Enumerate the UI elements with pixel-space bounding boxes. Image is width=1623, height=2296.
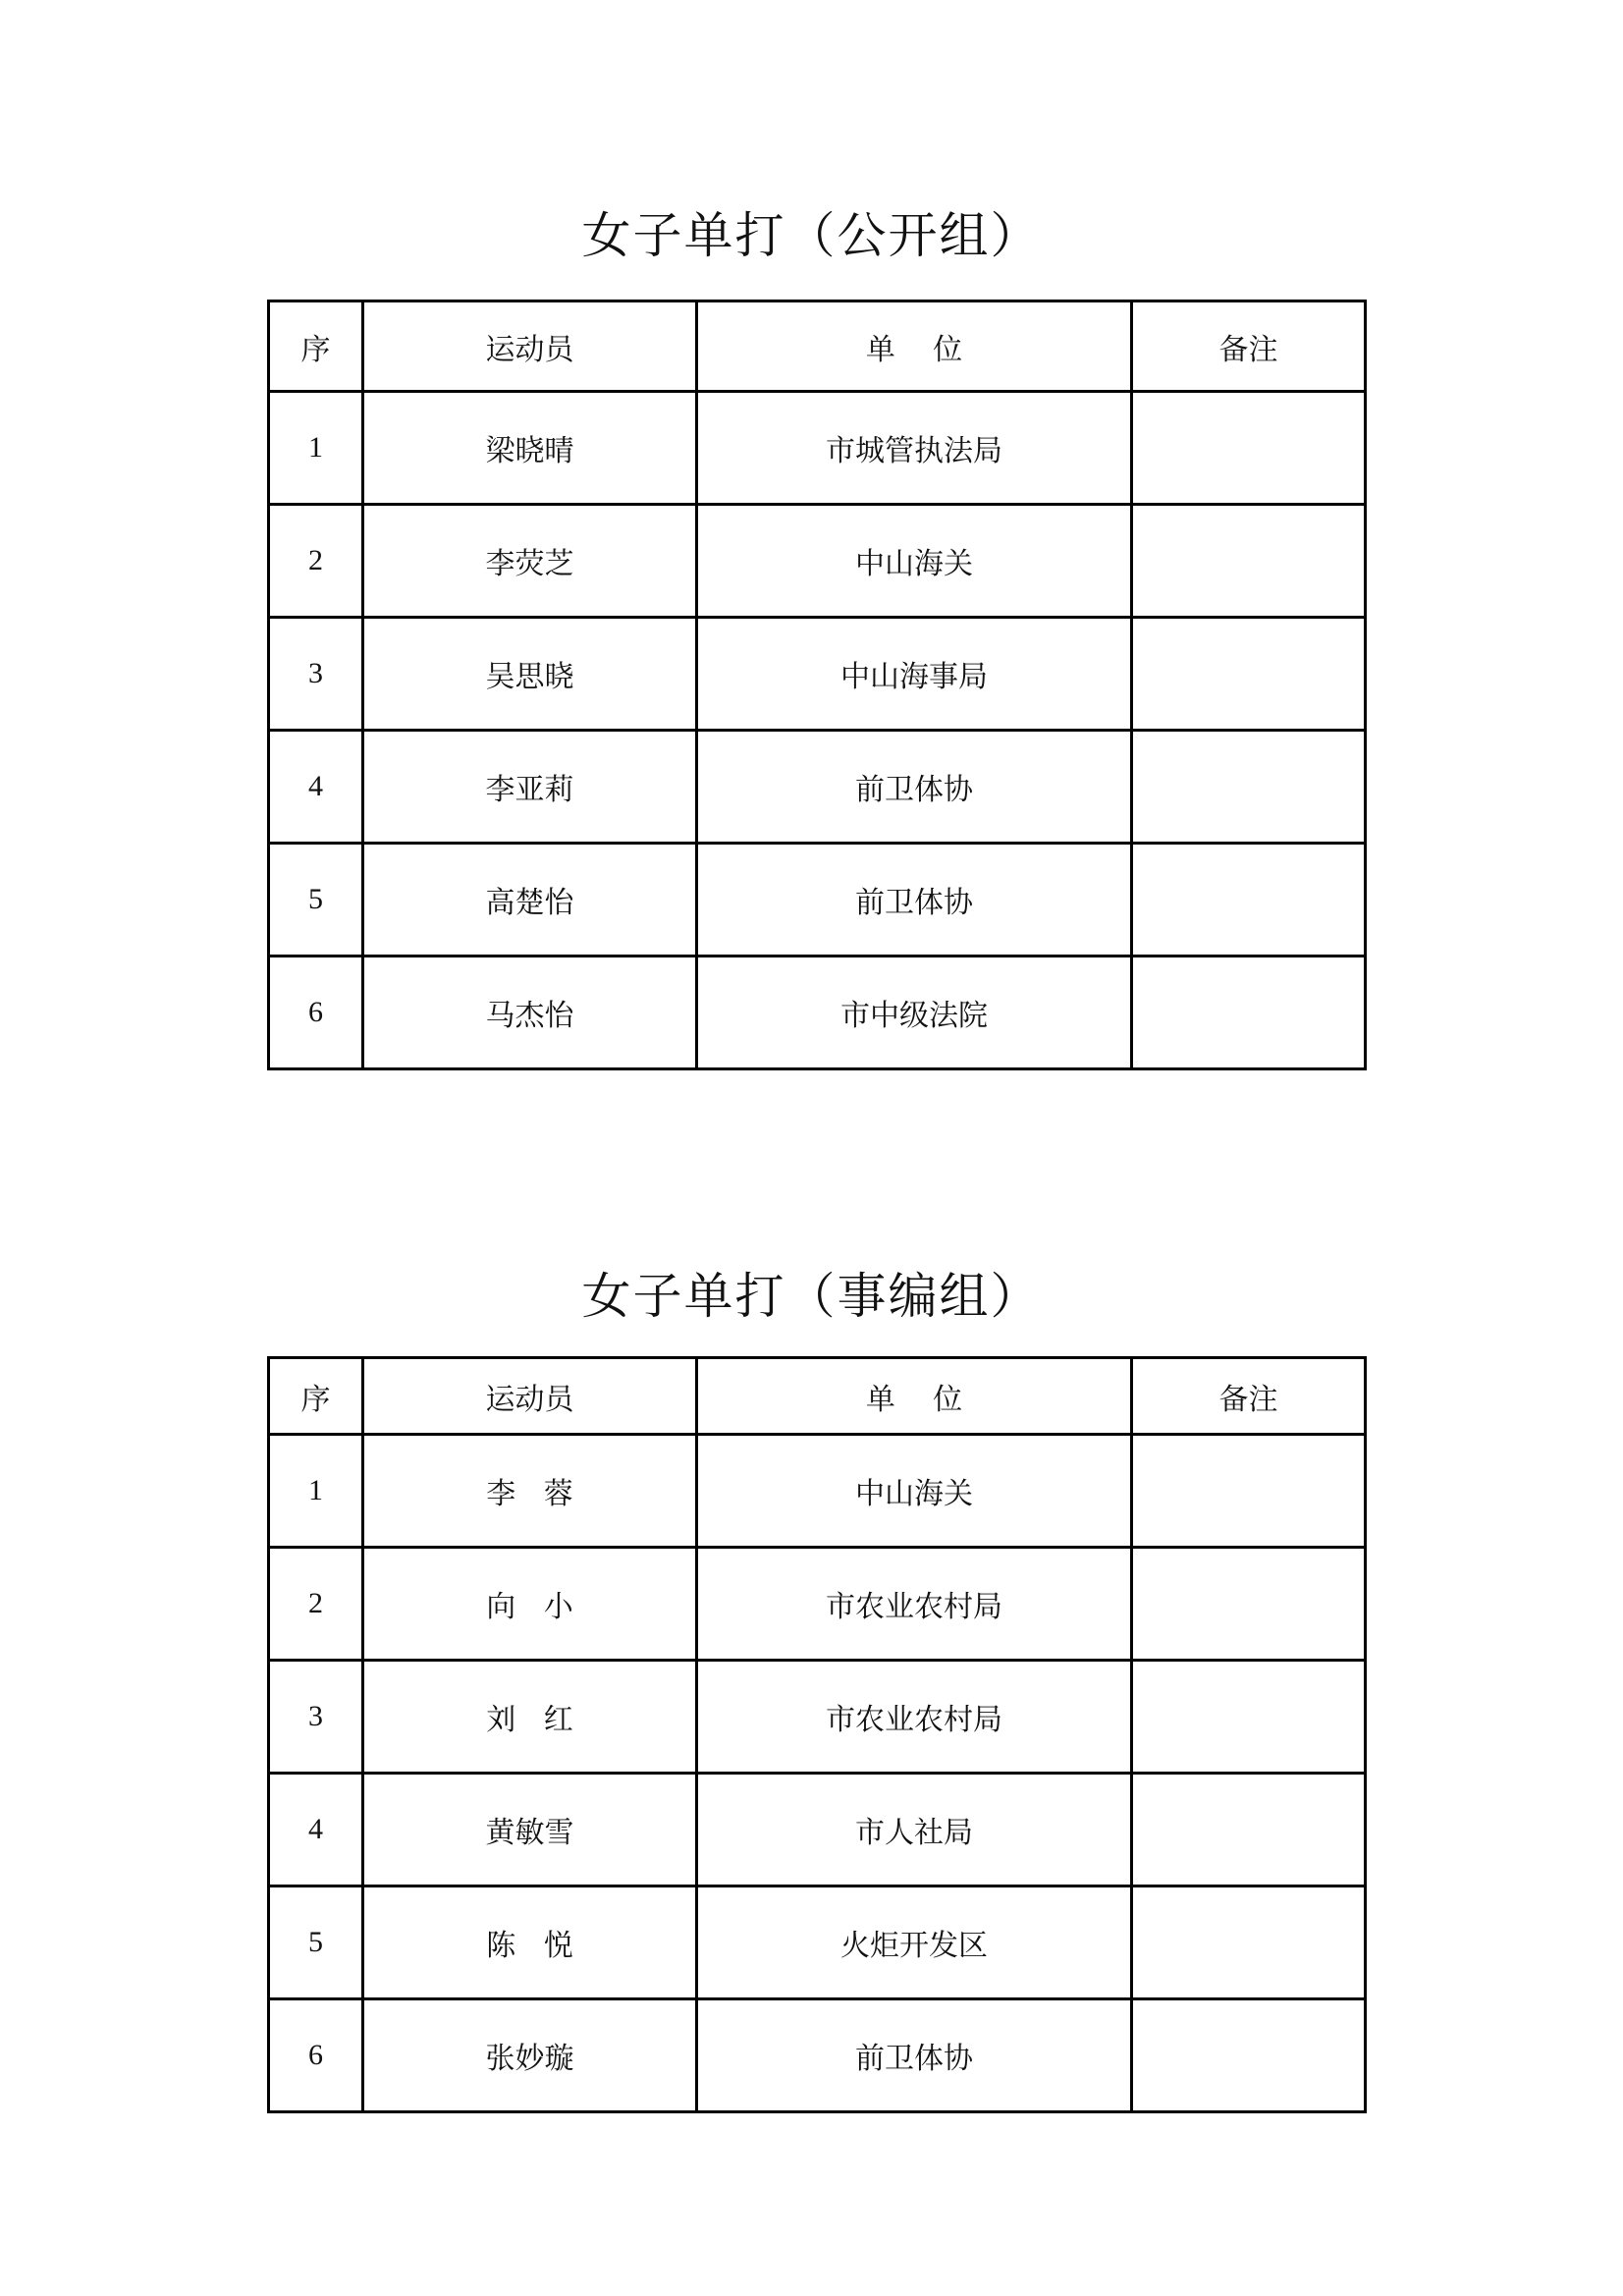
cell-athlete: 李亚莉 bbox=[363, 731, 697, 844]
cell-unit: 前卫体协 bbox=[697, 844, 1132, 957]
cell-note bbox=[1132, 392, 1366, 505]
cell-unit: 市城管执法局 bbox=[697, 392, 1132, 505]
cell-seq: 1 bbox=[269, 392, 363, 505]
cell-seq: 5 bbox=[269, 1886, 363, 1999]
table-header-row bbox=[269, 1358, 1366, 1435]
table-row bbox=[269, 1774, 1366, 1886]
cell-unit: 市农业农村局 bbox=[697, 1661, 1132, 1774]
table-header-row bbox=[269, 301, 1366, 392]
cell-athlete: 陈 悦 bbox=[363, 1886, 697, 1999]
cell-unit: 中山海事局 bbox=[697, 618, 1132, 731]
cell-unit: 火炬开发区 bbox=[697, 1886, 1132, 1999]
table-row bbox=[269, 1886, 1366, 1999]
table-row bbox=[269, 844, 1366, 957]
cell-unit: 市中级法院 bbox=[697, 957, 1132, 1069]
cell-athlete: 马杰怡 bbox=[363, 957, 697, 1069]
table-row bbox=[269, 1661, 1366, 1774]
header-athlete: 运动员 bbox=[363, 301, 697, 392]
cell-athlete: 梁晓晴 bbox=[363, 392, 697, 505]
cell-note bbox=[1132, 1999, 1366, 2112]
header-seq: 序 bbox=[269, 1358, 363, 1435]
header-unit: 单 位 bbox=[697, 301, 1132, 392]
header-unit: 单 位 bbox=[697, 1358, 1132, 1435]
cell-note bbox=[1132, 1435, 1366, 1548]
cell-unit: 市农业农村局 bbox=[697, 1548, 1132, 1661]
cell-seq: 1 bbox=[269, 1435, 363, 1548]
cell-seq: 3 bbox=[269, 618, 363, 731]
cell-unit: 中山海关 bbox=[697, 505, 1132, 618]
header-note: 备注 bbox=[1132, 301, 1366, 392]
cell-seq: 6 bbox=[269, 1999, 363, 2112]
cell-athlete: 刘 红 bbox=[363, 1661, 697, 1774]
table-row bbox=[269, 957, 1366, 1069]
cell-seq: 2 bbox=[269, 1548, 363, 1661]
roster-table-public-institution-group bbox=[267, 1356, 1367, 2113]
cell-athlete: 向 小 bbox=[363, 1548, 697, 1661]
table-row bbox=[269, 731, 1366, 844]
section-title-public-institution-group: 女子单打（事编组） bbox=[581, 1268, 1042, 1325]
cell-seq: 6 bbox=[269, 957, 363, 1069]
cell-note bbox=[1132, 1661, 1366, 1774]
cell-note bbox=[1132, 957, 1366, 1069]
table-row bbox=[269, 1548, 1366, 1661]
cell-seq: 2 bbox=[269, 505, 363, 618]
cell-seq: 3 bbox=[269, 1661, 363, 1774]
cell-seq: 5 bbox=[269, 844, 363, 957]
cell-seq: 4 bbox=[269, 1774, 363, 1886]
cell-unit: 前卫体协 bbox=[697, 731, 1132, 844]
table-row bbox=[269, 618, 1366, 731]
cell-athlete: 黄敏雪 bbox=[363, 1774, 697, 1886]
cell-note bbox=[1132, 1548, 1366, 1661]
cell-note bbox=[1132, 1886, 1366, 1999]
cell-note bbox=[1132, 618, 1366, 731]
table-row bbox=[269, 1435, 1366, 1548]
cell-athlete: 李荧芝 bbox=[363, 505, 697, 618]
header-seq: 序 bbox=[269, 301, 363, 392]
section-title-open-group: 女子单打（公开组） bbox=[581, 207, 1042, 264]
header-note: 备注 bbox=[1132, 1358, 1366, 1435]
cell-seq: 4 bbox=[269, 731, 363, 844]
header-athlete: 运动员 bbox=[363, 1358, 697, 1435]
cell-athlete: 李 蓉 bbox=[363, 1435, 697, 1548]
cell-unit: 市人社局 bbox=[697, 1774, 1132, 1886]
cell-athlete: 张妙璇 bbox=[363, 1999, 697, 2112]
cell-note bbox=[1132, 505, 1366, 618]
cell-athlete: 高楚怡 bbox=[363, 844, 697, 957]
table-row bbox=[269, 505, 1366, 618]
cell-note bbox=[1132, 844, 1366, 957]
roster-table-open-group bbox=[267, 300, 1367, 1070]
cell-athlete: 吴思晓 bbox=[363, 618, 697, 731]
cell-note bbox=[1132, 1774, 1366, 1886]
cell-unit: 中山海关 bbox=[697, 1435, 1132, 1548]
cell-note bbox=[1132, 731, 1366, 844]
table-row bbox=[269, 392, 1366, 505]
table-row bbox=[269, 1999, 1366, 2112]
cell-unit: 前卫体协 bbox=[697, 1999, 1132, 2112]
